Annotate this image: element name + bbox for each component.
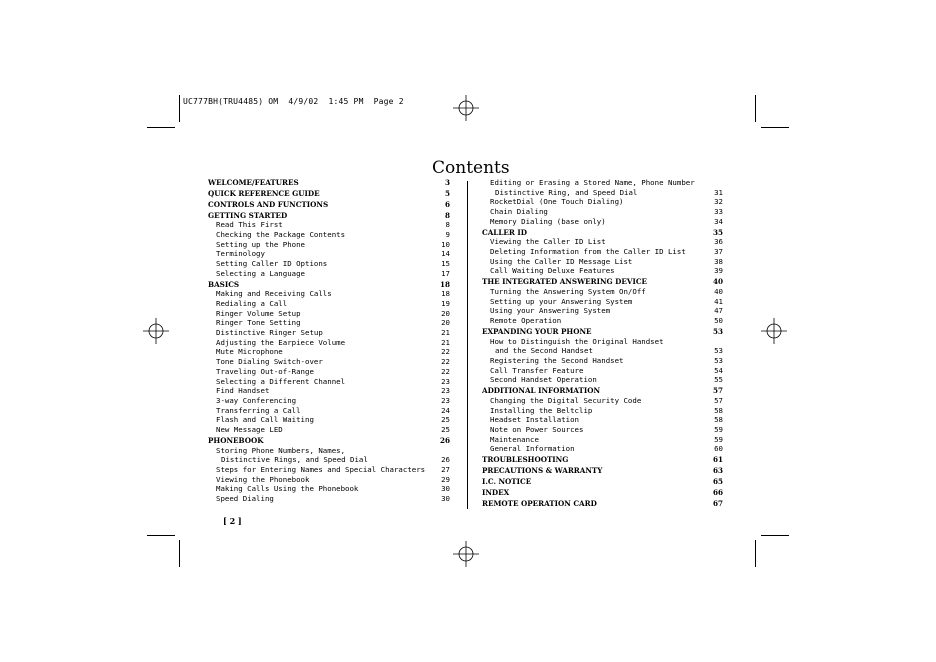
toc-entry bbox=[482, 237, 723, 247]
toc-page-number: 47 bbox=[714, 306, 723, 316]
toc-section-heading bbox=[482, 488, 723, 498]
toc-entry bbox=[208, 494, 450, 504]
registration-mark-left-icon bbox=[143, 318, 169, 344]
toc-entry-label: Making and Receiving Calls bbox=[216, 289, 332, 299]
toc-section-heading bbox=[208, 200, 450, 210]
toc-entry-label: INDEX bbox=[482, 487, 510, 497]
toc-entry-label: Second Handset Operation bbox=[490, 375, 597, 385]
toc-entry bbox=[208, 240, 450, 250]
toc-entry bbox=[208, 249, 450, 259]
column-divider bbox=[467, 181, 468, 509]
toc-entry-label: General Information bbox=[490, 444, 575, 454]
page-title: Contents bbox=[432, 158, 510, 178]
toc-page-number: 20 bbox=[441, 308, 450, 318]
toc-page-number: 33 bbox=[714, 207, 723, 217]
toc-entry-label: Adjusting the Earpiece Volume bbox=[216, 337, 346, 347]
toc-entry-label: Speed Dialing bbox=[216, 493, 274, 503]
toc-left-column bbox=[208, 178, 450, 504]
toc-page-number: 8 bbox=[444, 210, 450, 220]
toc-page-number: 40 bbox=[712, 277, 723, 287]
toc-entry bbox=[482, 396, 723, 406]
toc-page-number: 53 bbox=[714, 355, 723, 365]
toc-entry bbox=[482, 316, 723, 326]
toc-entry-label: TROUBLESHOOTING bbox=[482, 455, 569, 465]
toc-entry bbox=[482, 178, 723, 188]
toc-page-number: 9 bbox=[445, 230, 450, 239]
toc-page-number: 60 bbox=[714, 444, 723, 454]
crop-mark-bottom-right-h bbox=[761, 535, 789, 536]
toc-entry-label: Distinctive Ring, and Speed Dial bbox=[495, 187, 638, 197]
toc-entry bbox=[208, 357, 450, 367]
toc-entry bbox=[482, 415, 723, 425]
toc-page-number: 21 bbox=[441, 337, 450, 347]
toc-entry bbox=[208, 367, 450, 377]
toc-page-number: 53 bbox=[712, 326, 723, 336]
registration-mark-bottom-icon bbox=[453, 541, 479, 567]
toc-entry bbox=[208, 309, 450, 319]
toc-section-heading bbox=[208, 211, 450, 221]
toc-section-heading bbox=[208, 280, 450, 290]
toc-page-number: 20 bbox=[441, 318, 450, 328]
toc-entry-label: Redialing a Call bbox=[216, 299, 288, 308]
toc-entry bbox=[208, 259, 450, 269]
toc-entry-label: I.C. NOTICE bbox=[482, 476, 532, 486]
toc-entry-label: Note on Power Sources bbox=[490, 424, 584, 434]
toc-entry bbox=[208, 299, 450, 309]
page-number: [ 2 ] bbox=[223, 516, 242, 526]
toc-page-number: 23 bbox=[441, 376, 450, 386]
toc-page-number: 23 bbox=[441, 386, 450, 396]
toc-page-number: 37 bbox=[714, 247, 723, 256]
toc-entry bbox=[482, 406, 723, 416]
toc-entry-label: Turning the Answering System On/Off bbox=[490, 286, 646, 296]
toc-page-number: 35 bbox=[712, 227, 723, 237]
toc-entry-label: How to Distinguish the Original Handset bbox=[490, 336, 664, 346]
toc-page-number: 67 bbox=[712, 498, 723, 508]
toc-entry-label: Terminology bbox=[216, 249, 265, 259]
toc-entry-label: and the Second Handset bbox=[495, 346, 593, 356]
toc-entry bbox=[208, 347, 450, 357]
toc-section-heading bbox=[208, 178, 450, 188]
toc-entry-label: QUICK REFERENCE GUIDE bbox=[208, 188, 320, 198]
toc-entry-label: Call Waiting Deluxe Features bbox=[490, 266, 615, 276]
toc-page-number: 59 bbox=[714, 424, 723, 434]
toc-entry-label: Distinctive Rings, and Speed Dial bbox=[221, 455, 368, 465]
toc-entry-label: Read This First bbox=[216, 220, 283, 230]
registration-mark-right-icon bbox=[761, 318, 787, 344]
toc-entry-label: Ringer Volume Setup bbox=[216, 308, 301, 318]
registration-mark-top-icon bbox=[453, 95, 479, 121]
toc-page-number: 19 bbox=[441, 299, 450, 308]
toc-page-number: 27 bbox=[441, 464, 450, 474]
toc-entry-label: Viewing the Caller ID List bbox=[490, 237, 606, 247]
toc-entry bbox=[482, 188, 723, 198]
toc-entry bbox=[482, 297, 723, 307]
toc-section-heading bbox=[482, 327, 723, 337]
toc-section-heading bbox=[482, 455, 723, 465]
toc-entry bbox=[482, 207, 723, 217]
toc-entry-label: Memory Dialing (base only) bbox=[490, 216, 606, 226]
crop-mark-top-right-h bbox=[761, 127, 789, 128]
toc-entry-label: Remote Operation bbox=[490, 316, 562, 325]
toc-entry bbox=[208, 328, 450, 338]
toc-page-number: 26 bbox=[439, 435, 450, 445]
toc-page-number: 22 bbox=[441, 366, 450, 376]
toc-page-number: 22 bbox=[441, 347, 450, 357]
toc-page-number: 26 bbox=[441, 455, 450, 465]
toc-page-number: 66 bbox=[712, 487, 723, 497]
toc-entry-label: ADDITIONAL INFORMATION bbox=[482, 386, 601, 396]
toc-entry-label: CALLER ID bbox=[482, 227, 527, 237]
toc-page-number: 58 bbox=[714, 415, 723, 425]
toc-section-heading bbox=[482, 466, 723, 476]
toc-entry-label: Maintenance bbox=[490, 434, 539, 444]
toc-entry-label: Traveling Out-of-Range bbox=[216, 366, 314, 376]
toc-page-number: 24 bbox=[441, 405, 450, 415]
toc-page-number: 39 bbox=[714, 266, 723, 276]
toc-entry bbox=[482, 247, 723, 257]
toc-entry bbox=[208, 406, 450, 416]
crop-mark-bottom-left-h bbox=[147, 535, 175, 536]
toc-entry-label: Deleting Information from the Caller ID List bbox=[490, 247, 686, 256]
toc-page-number: 57 bbox=[712, 386, 723, 396]
toc-page-number: 55 bbox=[714, 375, 723, 385]
toc-entry-label: New Message LED bbox=[216, 424, 283, 434]
toc-entry bbox=[208, 318, 450, 328]
toc-entry-label: Editing or Erasing a Stored Name, Phone Number bbox=[490, 178, 695, 187]
toc-page-number: 34 bbox=[714, 216, 723, 226]
toc-entry bbox=[208, 446, 450, 456]
crop-mark-top-left-v bbox=[179, 95, 180, 122]
toc-entry bbox=[482, 435, 723, 445]
toc-section-heading bbox=[208, 189, 450, 199]
toc-page-number: 40 bbox=[714, 286, 723, 296]
toc-page-number: 58 bbox=[714, 405, 723, 415]
toc-entry bbox=[208, 455, 450, 465]
toc-entry-label: PHONEBOOK bbox=[208, 435, 264, 445]
toc-section-heading bbox=[482, 499, 723, 509]
toc-page-number: 41 bbox=[714, 296, 723, 306]
toc-entry bbox=[482, 444, 723, 454]
toc-page-number: 22 bbox=[441, 357, 450, 367]
toc-page-number: 38 bbox=[714, 256, 723, 266]
toc-entry-label: Checking the Package Contents bbox=[216, 230, 346, 239]
toc-entry bbox=[208, 230, 450, 240]
toc-page-number: 31 bbox=[714, 187, 723, 197]
toc-entry-label: Changing the Digital Security Code bbox=[490, 395, 642, 405]
toc-page-number: 61 bbox=[712, 455, 723, 465]
toc-page-number: 14 bbox=[441, 249, 450, 259]
toc-entry-label: Storing Phone Numbers, Names, bbox=[216, 445, 346, 455]
toc-entry-label: Tone Dialing Switch-over bbox=[216, 357, 323, 367]
toc-entry-label: CONTROLS AND FUNCTIONS bbox=[208, 199, 329, 209]
toc-entry bbox=[208, 386, 450, 396]
toc-page-number: 25 bbox=[441, 415, 450, 425]
print-slug: UC777BH(TRU4485) OM 4/9/02 1:45 PM Page 2 bbox=[183, 97, 404, 106]
toc-entry-label: Setting up the Phone bbox=[216, 239, 305, 249]
toc-entry-label: GETTING STARTED bbox=[208, 210, 288, 220]
toc-entry bbox=[208, 338, 450, 348]
toc-entry bbox=[208, 396, 450, 406]
toc-page-number: 3 bbox=[444, 178, 450, 187]
toc-page-number: 17 bbox=[441, 268, 450, 278]
toc-entry-label: Selecting a Language bbox=[216, 268, 305, 278]
toc-entry bbox=[208, 415, 450, 425]
toc-page-number: 21 bbox=[441, 328, 450, 338]
toc-page-number: 36 bbox=[714, 237, 723, 247]
toc-entry bbox=[482, 366, 723, 376]
crop-mark-bottom-left-v bbox=[179, 540, 180, 567]
toc-page-number: 6 bbox=[444, 199, 450, 209]
toc-entry-label: WELCOME/FEATURES bbox=[208, 178, 299, 187]
toc-page-number: 50 bbox=[714, 316, 723, 325]
toc-entry-label: Setting Caller ID Options bbox=[216, 259, 328, 269]
toc-page-number: 18 bbox=[439, 279, 450, 289]
toc-entry-label: Installing the Beltclip bbox=[490, 405, 593, 415]
toc-entry bbox=[208, 484, 450, 494]
toc-entry-label: Flash and Call Waiting bbox=[216, 415, 314, 425]
toc-page-number: 8 bbox=[445, 220, 450, 230]
toc-entry-label: 3-way Conferencing bbox=[216, 395, 297, 405]
toc-page-number: 23 bbox=[441, 395, 450, 405]
toc-entry bbox=[208, 425, 450, 435]
toc-entry-label: BASICS bbox=[208, 279, 240, 289]
toc-entry bbox=[482, 346, 723, 356]
toc-section-heading bbox=[482, 477, 723, 487]
toc-entry-label: Find Handset bbox=[216, 386, 270, 396]
toc-entry bbox=[208, 465, 450, 475]
toc-entry-label: Viewing the Phonebook bbox=[216, 474, 310, 484]
toc-section-heading bbox=[208, 436, 450, 446]
toc-entry-label: Headset Installation bbox=[490, 415, 579, 425]
toc-entry-label: THE INTEGRATED ANSWERING DEVICE bbox=[482, 277, 648, 287]
toc-entry-label: Ringer Tone Setting bbox=[216, 318, 301, 328]
toc-entry-label: Distinctive Ringer Setup bbox=[216, 328, 323, 338]
toc-entry-label: Steps for Entering Names and Special Characters bbox=[216, 464, 426, 474]
toc-entry bbox=[208, 377, 450, 387]
toc-section-heading bbox=[482, 228, 723, 238]
toc-entry-label: RocketDial (One Touch Dialing) bbox=[490, 197, 624, 207]
toc-entry-label: PRECAUTIONS & WARRANTY bbox=[482, 466, 603, 476]
toc-entry bbox=[208, 289, 450, 299]
toc-entry-label: Selecting a Different Channel bbox=[216, 376, 346, 386]
toc-page-number: 18 bbox=[441, 289, 450, 299]
toc-entry-label: Transferring a Call bbox=[216, 405, 301, 415]
toc-page-number: 30 bbox=[441, 493, 450, 503]
toc-entry-label: Registering the Second Handset bbox=[490, 355, 624, 365]
toc-right-column bbox=[482, 178, 723, 508]
toc-entry-label: EXPANDING YOUR PHONE bbox=[482, 326, 592, 336]
toc-page-number: 65 bbox=[712, 476, 723, 486]
toc-entry bbox=[482, 257, 723, 267]
toc-entry bbox=[482, 287, 723, 297]
toc-entry-label: REMOTE OPERATION CARD bbox=[482, 498, 597, 508]
toc-section-heading bbox=[482, 277, 723, 287]
toc-entry-label: Chain Dialing bbox=[490, 207, 548, 217]
toc-entry-label: Mute Microphone bbox=[216, 347, 283, 357]
toc-page-number: 15 bbox=[441, 259, 450, 269]
toc-entry-label: Making Calls Using the Phonebook bbox=[216, 484, 359, 494]
toc-entry-label: Using the Caller ID Message List bbox=[490, 256, 633, 266]
toc-page-number: 54 bbox=[714, 365, 723, 375]
toc-entry-label: Setting up your Answering System bbox=[490, 296, 633, 306]
crop-mark-top-right-v bbox=[755, 95, 756, 122]
toc-page-number: 30 bbox=[441, 484, 450, 494]
toc-entry bbox=[482, 266, 723, 276]
toc-entry bbox=[482, 306, 723, 316]
toc-page-number: 57 bbox=[714, 395, 723, 405]
crop-mark-top-left-h bbox=[147, 127, 175, 128]
toc-entry-label: Using your Answering System bbox=[490, 306, 611, 316]
toc-entry bbox=[208, 269, 450, 279]
toc-entry bbox=[482, 217, 723, 227]
toc-page-number: 29 bbox=[441, 474, 450, 484]
toc-page-number: 25 bbox=[441, 424, 450, 434]
toc-page-number: 5 bbox=[444, 188, 450, 198]
toc-entry bbox=[208, 220, 450, 230]
toc-entry-label: Call Transfer Feature bbox=[490, 365, 584, 375]
toc-page-number: 53 bbox=[714, 346, 723, 356]
toc-section-heading bbox=[482, 386, 723, 396]
toc-page-number: 63 bbox=[712, 466, 723, 476]
toc-page-number: 32 bbox=[714, 197, 723, 207]
toc-entry bbox=[482, 425, 723, 435]
toc-entry bbox=[208, 475, 450, 485]
toc-entry bbox=[482, 356, 723, 366]
toc-page-number: 59 bbox=[714, 434, 723, 444]
toc-page-number: 10 bbox=[441, 239, 450, 249]
toc-entry bbox=[482, 337, 723, 347]
toc-entry bbox=[482, 375, 723, 385]
crop-mark-bottom-right-v bbox=[755, 540, 756, 567]
toc-entry bbox=[482, 197, 723, 207]
